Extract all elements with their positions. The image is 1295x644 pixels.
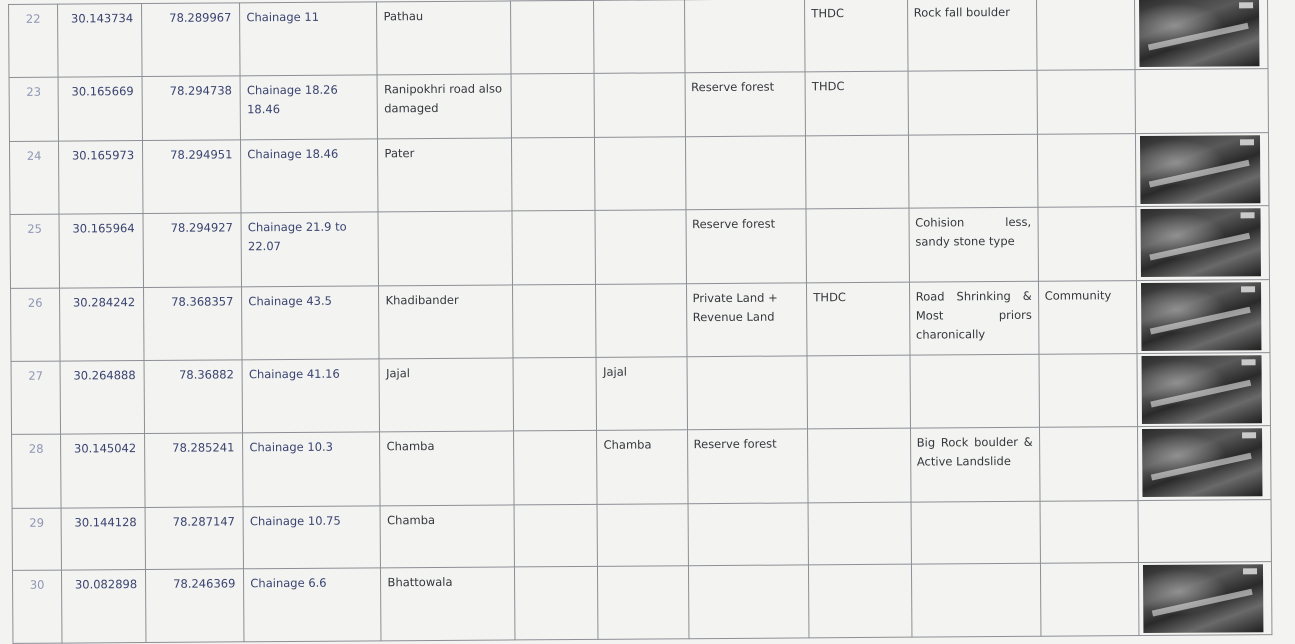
site-photo-image — [1140, 208, 1260, 277]
agency-cell: THDC — [805, 71, 908, 136]
remarks-cell: Road Shrinking & Most priors charonically — [909, 281, 1038, 355]
chainage-cell: Chainage 11 — [240, 2, 378, 76]
blank-cell — [512, 210, 596, 285]
category-cell — [1040, 501, 1139, 564]
location-cell: Khadibander — [379, 285, 513, 359]
serial-number-cell: 23 — [9, 77, 59, 141]
longitude-cell: 78.36882 — [144, 360, 243, 434]
category-cell: Community — [1038, 281, 1137, 355]
table-row — [12, 500, 1271, 571]
longitude-cell: 78.294927 — [143, 213, 242, 288]
chainage-cell: Chainage 10.75 — [243, 506, 381, 569]
village-cell — [594, 0, 685, 73]
category-cell — [1036, 0, 1135, 70]
table-row — [11, 353, 1270, 435]
land-type-cell — [684, 0, 805, 73]
longitude-cell: 78.289967 — [142, 3, 241, 77]
latitude-cell: 30.264888 — [60, 361, 144, 435]
latitude-cell: 30.144128 — [61, 507, 145, 570]
serial-number-cell: 22 — [9, 4, 59, 77]
village-cell — [594, 73, 685, 138]
table-row — [10, 206, 1269, 289]
location-cell: Chamba — [380, 505, 513, 568]
table-row — [11, 280, 1270, 362]
photo-cell — [1134, 0, 1268, 70]
site-photo-image — [1141, 355, 1261, 424]
land-type-cell: Reserve forest — [687, 429, 808, 504]
longitude-cell: 78.368357 — [144, 287, 243, 361]
table-row — [12, 426, 1271, 509]
serial-number-cell: 29 — [12, 508, 62, 570]
village-cell: Jajal — [596, 357, 687, 431]
photo-cell — [1136, 206, 1270, 281]
table-row — [9, 133, 1268, 215]
blank-cell — [514, 504, 598, 567]
chainage-cell: Chainage 18.26 18.46 — [240, 75, 378, 140]
agency-cell — [808, 428, 911, 503]
photo-cell — [1135, 69, 1269, 134]
location-cell: Pathau — [377, 1, 511, 75]
serial-number-cell: 27 — [11, 361, 61, 434]
serial-number-cell: 30 — [12, 570, 62, 643]
table-row — [12, 562, 1271, 644]
land-type-cell: Reserve forest — [685, 72, 806, 137]
remarks-cell — [908, 134, 1037, 208]
site-photo-image — [1142, 428, 1262, 497]
longitude-cell: 78.294951 — [143, 140, 242, 214]
blank-cell — [510, 0, 594, 74]
village-cell: Chamba — [597, 430, 688, 505]
remarks-cell — [911, 563, 1040, 637]
land-type-cell — [688, 503, 809, 566]
village-cell — [595, 210, 686, 285]
photo-cell — [1138, 500, 1272, 563]
photo-cell — [1137, 426, 1271, 501]
site-photo-image — [1141, 282, 1261, 351]
land-type-cell — [688, 565, 809, 639]
photo-cell — [1135, 133, 1269, 207]
longitude-cell: 78.287147 — [145, 507, 244, 570]
location-cell: Chamba — [380, 431, 514, 506]
chainage-cell: Chainage 43.5 — [242, 286, 380, 360]
latitude-cell: 30.165973 — [59, 141, 143, 215]
land-type-cell: Private Land + Revenue Land — [686, 283, 807, 357]
land-type-cell — [685, 136, 806, 210]
remarks-cell — [908, 70, 1037, 135]
agency-cell — [806, 135, 909, 209]
chainage-cell: Chainage 18.46 — [241, 139, 379, 213]
site-photo-image — [1140, 135, 1260, 204]
table-row — [9, 0, 1268, 77]
blank-cell — [513, 430, 597, 505]
agency-cell — [808, 502, 911, 565]
chainage-cell: Chainage 21.9 to 22.07 — [241, 212, 379, 287]
site-photo-image — [1143, 564, 1263, 633]
photo-cell — [1136, 280, 1270, 354]
serial-number-cell: 26 — [11, 288, 61, 361]
blank-cell — [511, 137, 595, 211]
serial-number-cell: 24 — [9, 141, 59, 214]
village-cell — [598, 566, 689, 640]
village-cell — [595, 137, 686, 211]
photo-cell — [1137, 353, 1271, 427]
location-cell: Ranipokhri road also damaged — [377, 74, 511, 139]
category-cell — [1040, 563, 1139, 637]
landslide-table — [8, 0, 1272, 644]
site-photo-image — [1139, 0, 1259, 67]
blank-cell — [514, 566, 598, 640]
remarks-cell: Cohision less, sandy stone type — [909, 207, 1038, 282]
location-cell — [378, 211, 512, 286]
latitude-cell: 30.284242 — [60, 288, 144, 362]
village-cell — [596, 284, 687, 358]
remarks-cell: Big Rock boulder & Active Landslide — [910, 427, 1039, 502]
serial-number-cell: 28 — [12, 434, 62, 508]
latitude-cell: 30.143734 — [58, 4, 142, 78]
agency-cell — [807, 355, 910, 429]
photo-cell — [1138, 562, 1272, 636]
category-cell — [1037, 70, 1136, 135]
longitude-cell: 78.285241 — [145, 433, 244, 508]
latitude-cell: 30.145042 — [61, 434, 145, 509]
land-type-cell: Reserve forest — [685, 209, 806, 284]
location-cell: Jajal — [379, 358, 513, 432]
land-type-cell — [687, 356, 808, 430]
category-cell — [1039, 354, 1138, 428]
agency-cell — [806, 208, 909, 283]
blank-cell — [513, 357, 597, 431]
latitude-cell: 30.165964 — [59, 214, 143, 289]
table-row — [9, 69, 1268, 142]
category-cell — [1038, 207, 1137, 282]
category-cell — [1039, 427, 1138, 502]
blank-cell — [511, 73, 595, 138]
longitude-cell: 78.246369 — [146, 569, 245, 643]
latitude-cell: 30.082898 — [62, 569, 146, 643]
agency-cell: THDC — [805, 0, 908, 72]
latitude-cell: 30.165669 — [58, 77, 142, 142]
location-cell: Bhattowala — [381, 567, 515, 641]
remarks-cell — [911, 501, 1040, 564]
serial-number-cell: 25 — [10, 214, 60, 288]
chainage-cell: Chainage 10.3 — [243, 432, 381, 507]
category-cell — [1037, 134, 1136, 208]
remarks-cell — [910, 354, 1039, 428]
table-body — [9, 0, 1272, 643]
longitude-cell: 78.294738 — [142, 76, 241, 141]
location-cell: Pater — [378, 138, 512, 212]
remarks-cell: Rock fall boulder — [907, 0, 1036, 71]
blank-cell — [512, 284, 596, 358]
chainage-cell: Chainage 41.16 — [242, 359, 380, 433]
chainage-cell: Chainage 6.6 — [244, 568, 382, 642]
agency-cell: THDC — [807, 282, 910, 356]
agency-cell — [809, 564, 912, 638]
village-cell — [597, 504, 687, 567]
